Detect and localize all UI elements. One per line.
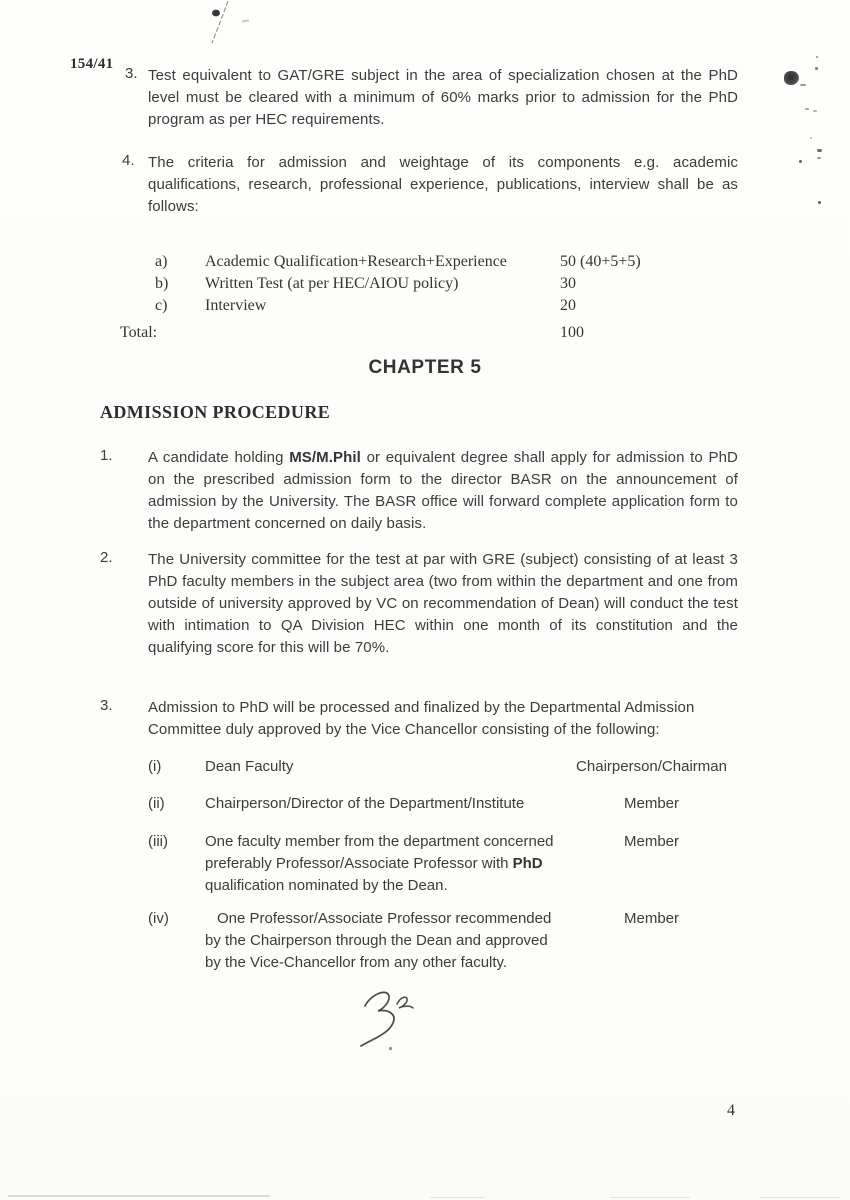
text-segment: or equivalent degree shall apply for admission to PhD on the prescribed admission form to the director BASR on the announcement of admission by the University. The BASR office will forward complete application form to the department concerned on daily basis. — [148, 449, 738, 532]
row-label: (i) — [148, 758, 162, 775]
item-text: Admission to PhD will be processed and finalized by the Departmental Admission Committee duly approved by the Vice Chancellor consisting of the following: — [148, 699, 695, 738]
handwritten-note-32 — [355, 986, 419, 1048]
item-number: 3. — [125, 65, 138, 82]
scan-edge-shadow-left — [8, 1195, 270, 1197]
committee-row-iii — [148, 831, 736, 897]
row-role: Chairperson/Chairman — [576, 758, 727, 775]
row-description: Chairperson/Director of the Department/Institute — [205, 795, 525, 812]
row-description: Dean Faculty — [205, 758, 294, 775]
criteria-table — [155, 251, 775, 317]
row-description: One Professor/Associate Professor recommended by the Chairperson through the Dean and approved by the Vice-Chancellor from any other faculty. — [205, 910, 552, 971]
page-number: 4 — [727, 1102, 735, 1119]
row-label: (iii) — [148, 833, 168, 850]
row-description: Interview — [205, 297, 267, 314]
intro-item-4 — [0, 152, 850, 218]
procedure-item-3 — [0, 697, 850, 741]
committee-row-i — [148, 756, 736, 778]
procedure-item-2 — [0, 549, 850, 659]
total-value: 100 — [560, 324, 584, 341]
scan-speck — [389, 1047, 392, 1050]
scan-speck — [810, 137, 812, 139]
committee-row-ii — [148, 793, 736, 815]
item-text — [148, 447, 738, 535]
row-label: a) — [155, 253, 168, 270]
row-label: b) — [155, 275, 169, 292]
text-segment: A candidate holding — [148, 449, 290, 466]
bold-text: MS/M.Phil — [289, 449, 361, 466]
row-value: 30 — [560, 275, 576, 292]
item-text: The University committee for the test at par with GRE (subject) consisting of at least 3 PhD faculty members in the subject area (two from within the department and one from outside of university approved by VC on recommendation of Dean) will conduct the test with intimation to QA Division HEC within one month of its constitution and the qualifying score for this will be 70%. — [148, 551, 738, 656]
pen-slash-mark — [190, 0, 250, 46]
item-number: 1. — [100, 447, 113, 464]
text-segment: One faculty member from the department concerned preferably Professor/Associate Professor with — [205, 833, 554, 872]
item-text: The criteria for admission and weightage of its components e.g. academic qualifications, research, professional experience, publications, interview shall be as follows: — [148, 154, 738, 215]
row-description: Academic Qualification+Research+Experience — [205, 253, 507, 270]
committee-row-iv — [148, 908, 736, 974]
item-number: 2. — [100, 549, 113, 566]
procedure-item-1 — [0, 447, 850, 535]
row-label: (ii) — [148, 795, 165, 812]
row-value: 20 — [560, 297, 576, 314]
row-description: Written Test (at per HEC/AIOU policy) — [205, 275, 459, 292]
scan-edge-mark — [610, 1197, 690, 1199]
total-label: Total: — [120, 324, 158, 341]
row-label: (iv) — [148, 910, 169, 927]
row-role: Member — [623, 833, 679, 850]
row-role: Member — [623, 795, 679, 812]
text-segment: qualification nominated by the Dean. — [205, 877, 448, 894]
intro-item-3 — [0, 65, 850, 131]
row-label: c) — [155, 297, 168, 314]
scan-edge-mark — [760, 1197, 840, 1199]
reference-number: 154/41 — [70, 56, 114, 72]
section-heading: ADMISSION PROCEDURE — [100, 402, 331, 422]
criteria-row — [155, 251, 775, 273]
row-description — [205, 831, 567, 897]
row-role: Member — [623, 910, 679, 927]
item-text: Test equivalent to GAT/GRE subject in the area of specialization chosen at the PhD level must be cleared with a minimum of 60% marks prior to admission for the PhD program as per HEC requirements. — [148, 67, 738, 128]
scan-speck — [816, 56, 818, 58]
scan-edge-mark — [430, 1197, 485, 1199]
row-value: 50 (40+5+5) — [560, 253, 641, 270]
criteria-row — [155, 295, 775, 317]
criteria-row — [155, 273, 775, 295]
item-number: 3. — [100, 697, 113, 714]
chapter-title: CHAPTER 5 — [368, 357, 482, 378]
bold-text: PhD — [512, 855, 543, 872]
item-number: 4. — [122, 152, 135, 169]
